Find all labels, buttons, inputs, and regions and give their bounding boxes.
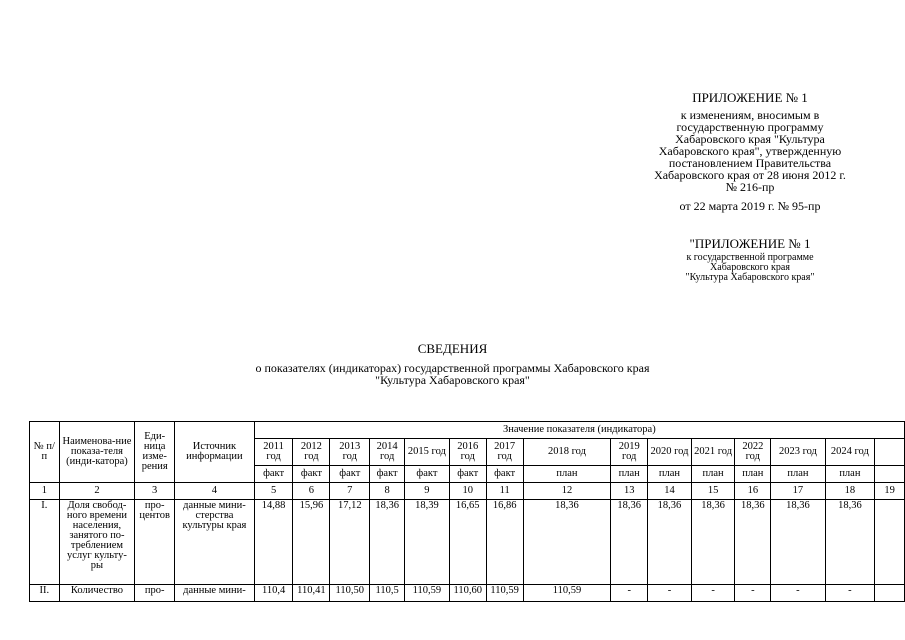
header-type: план xyxy=(691,466,735,483)
appendix2-line: к государственной программе xyxy=(686,252,814,263)
row-value: 18,36 xyxy=(735,500,771,585)
header-year: 2018 год xyxy=(523,439,611,466)
header-type: факт xyxy=(449,466,486,483)
appendix-block xyxy=(600,90,900,213)
header-year: 2015 год xyxy=(405,439,450,466)
column-number: 16 xyxy=(735,483,771,500)
row-value: 16,86 xyxy=(486,500,523,585)
row-value: - xyxy=(825,585,875,602)
header-name: Наименова-ние показа-теля (инди-катора) xyxy=(59,422,135,483)
column-number: 4 xyxy=(175,483,255,500)
column-number: 1 xyxy=(30,483,60,500)
row-value: 18,36 xyxy=(523,500,611,585)
column-number: 6 xyxy=(293,483,330,500)
column-number: 3 xyxy=(135,483,175,500)
row-value: - xyxy=(735,585,771,602)
row-value: - xyxy=(771,585,825,602)
header-type-extra xyxy=(875,466,905,483)
row-value-extra xyxy=(875,500,905,585)
row-value: 17,12 xyxy=(330,500,370,585)
row-value: 18,36 xyxy=(648,500,692,585)
row-unit: про-центов xyxy=(135,500,175,585)
appendix2-line: Хабаровского края xyxy=(710,262,790,273)
column-number: 18 xyxy=(825,483,875,500)
column-number: 7 xyxy=(330,483,370,500)
row-value: 110,59 xyxy=(486,585,523,602)
header-type: факт xyxy=(486,466,523,483)
row-value: 18,39 xyxy=(405,500,450,585)
appendix-line: государственную программу xyxy=(676,120,824,134)
header-year: 2021 год xyxy=(691,439,735,466)
row-value: - xyxy=(691,585,735,602)
column-number: 13 xyxy=(611,483,648,500)
header-year: 2022 год xyxy=(735,439,771,466)
column-number: 5 xyxy=(254,483,293,500)
appendix-text xyxy=(600,109,900,193)
column-number: 15 xyxy=(691,483,735,500)
subtitle-line: о показателях (индикаторах) государственной программы Хабаровского края xyxy=(255,361,650,375)
appendix-line: Хабаровского края "Культура xyxy=(675,132,825,146)
header-type: план xyxy=(611,466,648,483)
subtitle-line: "Культура Хабаровского края" xyxy=(375,373,530,387)
header-type: факт xyxy=(293,466,330,483)
appendix-line: постановлением Правительства xyxy=(668,156,832,170)
column-number: 19 xyxy=(875,483,905,500)
header-year: 2016 год xyxy=(449,439,486,466)
row-value: 18,36 xyxy=(370,500,405,585)
row-value: 18,36 xyxy=(611,500,648,585)
header-type: факт xyxy=(370,466,405,483)
header-year: 2014 год xyxy=(370,439,405,466)
row-num: I. xyxy=(30,500,60,585)
row-name: Доля свобод-ного времени населения, занятого по-треблением услуг культу-ры xyxy=(59,500,135,585)
row-name: Количество xyxy=(59,585,135,602)
header-year: 2013 год xyxy=(330,439,370,466)
appendix-line: № 216-пр xyxy=(725,180,775,194)
table-row xyxy=(30,585,905,602)
appendix2-line: "Культура Хабаровского края" xyxy=(685,272,815,283)
header-year-extra xyxy=(875,439,905,466)
row-value: 18,36 xyxy=(771,500,825,585)
column-number: 8 xyxy=(370,483,405,500)
header-unit: Еди-ница изме-рения xyxy=(135,422,175,483)
column-number: 11 xyxy=(486,483,523,500)
row-value: 110,5 xyxy=(370,585,405,602)
appendix2-text xyxy=(630,253,870,283)
header-type: план xyxy=(825,466,875,483)
row-value: 14,88 xyxy=(254,500,293,585)
column-number: 12 xyxy=(523,483,611,500)
header-year: 2017 год xyxy=(486,439,523,466)
header-type: план xyxy=(648,466,692,483)
appendix2-title: "ПРИЛОЖЕНИЕ № 1 xyxy=(689,236,811,251)
column-number: 9 xyxy=(405,483,450,500)
header-year: 2023 год xyxy=(771,439,825,466)
column-number: 14 xyxy=(648,483,692,500)
document-subtitle xyxy=(0,362,905,386)
header-year: 2019 год xyxy=(611,439,648,466)
appendix-line: к изменениям, вносимым в xyxy=(680,108,820,122)
row-value: - xyxy=(648,585,692,602)
appendix-title: ПРИЛОЖЕНИЕ № 1 xyxy=(692,90,808,105)
row-value: 110,50 xyxy=(330,585,370,602)
row-value: 110,59 xyxy=(523,585,611,602)
row-value: 110,4 xyxy=(254,585,293,602)
header-num: № п/п xyxy=(30,422,60,483)
document-heading xyxy=(0,341,905,386)
appendix-date: от 22 марта 2019 г. № 95-пр xyxy=(679,199,821,213)
row-value-extra xyxy=(875,585,905,602)
header-type: план xyxy=(735,466,771,483)
header-type: факт xyxy=(405,466,450,483)
header-year: 2011 год xyxy=(254,439,293,466)
row-value: 15,96 xyxy=(293,500,330,585)
header-type: факт xyxy=(330,466,370,483)
header-year: 2024 год xyxy=(825,439,875,466)
row-value: 110,41 xyxy=(293,585,330,602)
header-type: план xyxy=(771,466,825,483)
row-unit: про- xyxy=(135,585,175,602)
row-source: данные мини- xyxy=(175,585,255,602)
appendix2-block xyxy=(630,236,870,283)
column-number: 2 xyxy=(59,483,135,500)
column-number: 17 xyxy=(771,483,825,500)
appendix-line: Хабаровского края от 28 июня 2012 г. xyxy=(654,168,846,182)
table-row xyxy=(30,500,905,585)
row-value: 16,65 xyxy=(449,500,486,585)
row-value: 18,36 xyxy=(825,500,875,585)
indicators-table xyxy=(29,421,905,602)
row-source: данные мини-стерства культуры края xyxy=(175,500,255,585)
header-type: факт xyxy=(254,466,293,483)
row-value: 110,59 xyxy=(405,585,450,602)
header-source: Источник информации xyxy=(175,422,255,483)
row-num: II. xyxy=(30,585,60,602)
header-type: план xyxy=(523,466,611,483)
header-values-group: Значение показателя (индикатора) xyxy=(254,422,904,439)
document-title: СВЕДЕНИЯ xyxy=(417,341,488,356)
header-year: 2012 год xyxy=(293,439,330,466)
column-number: 10 xyxy=(449,483,486,500)
appendix-line: Хабаровского края", утвержденную xyxy=(658,144,842,158)
row-value: 110,60 xyxy=(449,585,486,602)
row-value: 18,36 xyxy=(691,500,735,585)
row-value: - xyxy=(611,585,648,602)
header-year: 2020 год xyxy=(648,439,692,466)
